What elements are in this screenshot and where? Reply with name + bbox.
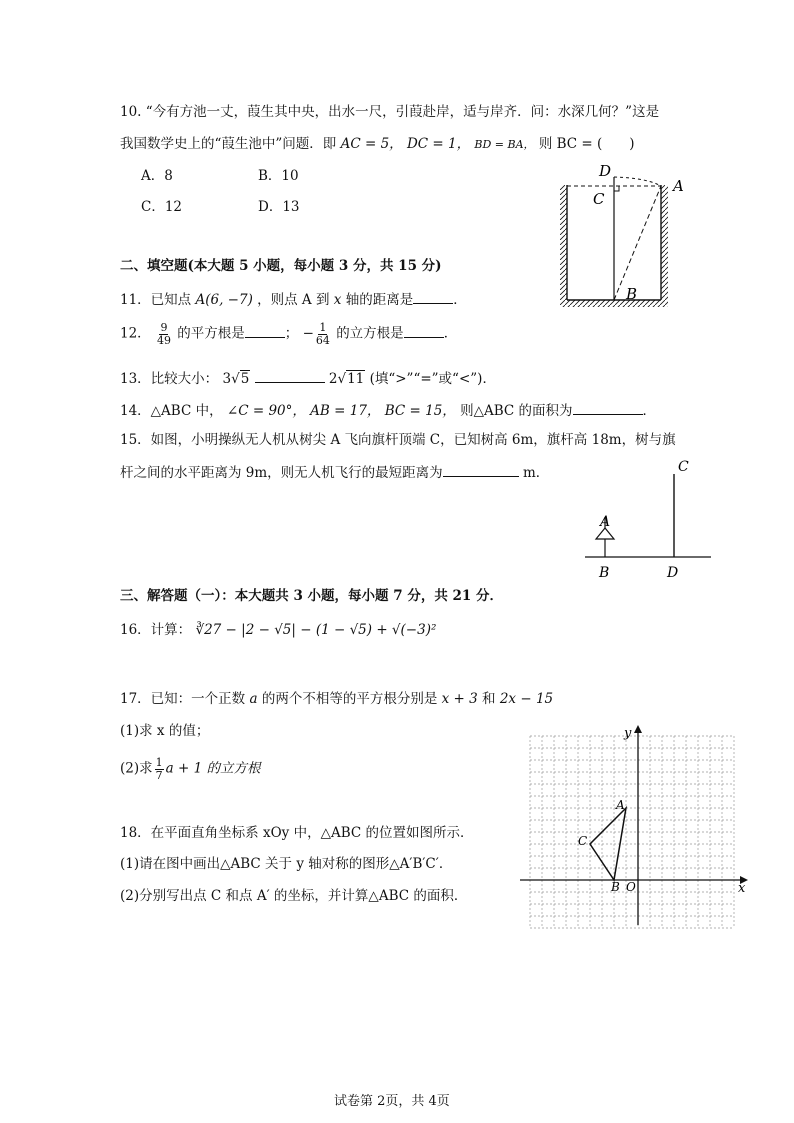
q17-mid: 的两个不相等的平方根分别是	[261, 691, 438, 707]
q17-p2-post: a + 1 的立方根	[165, 760, 261, 777]
q17-a: a	[249, 691, 258, 707]
q15-line1: 15．如图，小明操纵无人机从树尖 A 飞向旗杆顶端 C，已知树高 6m，旗杆高 18m，树与旗	[120, 432, 676, 448]
q18-label-b: B	[611, 880, 620, 894]
q10-fig-label-a: A	[673, 177, 684, 195]
q15-fig-label-d: D	[667, 565, 679, 581]
q12-mid2: 的立方根是	[336, 325, 404, 342]
q17-fraction-1-7	[155, 757, 164, 781]
q10-dc: DC = 1，	[406, 136, 471, 152]
q14	[120, 401, 656, 419]
q12	[120, 322, 457, 346]
q10-option-b: B．10	[258, 168, 299, 184]
q13-right-coef: 2	[328, 370, 338, 387]
q13-pre: 13．比较大小：	[120, 370, 219, 387]
q11-x: x	[333, 291, 342, 308]
grid-lines	[530, 736, 734, 928]
q12-blank-1[interactable]	[245, 324, 285, 338]
q12-f1-den: 49	[156, 333, 171, 347]
section3-title: 三、解答题（一）：本大题共 3 小题，每小题 7 分，共 21 分．	[120, 588, 504, 604]
q11-mid: ，则点 A 到	[257, 291, 330, 308]
q13-right: 2√11	[328, 370, 365, 387]
q10-ac: AC = 5，	[340, 136, 403, 152]
q10-pond-figure	[555, 160, 685, 312]
q17-root1: x + 3	[441, 691, 478, 707]
q10-line2-text: 我国数学史上的“葭生池中”问题．即	[120, 136, 337, 152]
q14-answer-blank[interactable]	[573, 401, 643, 415]
q11-end: ．	[453, 291, 467, 308]
q17-p2-den: 7	[155, 768, 163, 782]
q13-right-rad: 11	[347, 370, 365, 387]
q18-part1: (1)请在图中画出△ABC 关于 y 轴对称的图形△A′B′C′．	[120, 856, 453, 872]
q11-point: A(6, −7)	[195, 291, 253, 308]
q14-pre: 14．△ABC 中，	[120, 402, 223, 419]
q14-bc: BC = 15，	[384, 402, 456, 419]
q12-fraction-1-64	[316, 322, 330, 346]
q17-part1: (1)求 x 的值；	[120, 723, 210, 739]
q17-root2: 2x − 15	[499, 691, 554, 707]
q10-end: 则 BC = ( )	[538, 136, 635, 152]
q15-fig-label-a: A	[600, 514, 611, 530]
q10-bd: BD = BA，	[474, 138, 535, 151]
q11-post: 轴的距离是	[345, 291, 414, 308]
q15-fig-label-b: B	[599, 565, 610, 581]
q11	[120, 290, 467, 308]
q10-option-a: A．8	[141, 168, 173, 184]
q11-answer-blank[interactable]	[413, 290, 453, 304]
q14-post: 则△ABC 的面积为	[460, 402, 573, 419]
section2-title: 二、填空题(本大题 5 小题，每小题 3 分，共 15 分)	[120, 258, 442, 274]
q10-line2	[120, 136, 635, 152]
q15-fig-label-c: C	[678, 459, 689, 475]
q18-label-c: C	[578, 834, 588, 848]
q12-f1-num: 9	[160, 321, 168, 334]
q10-fig-label-b: B	[626, 285, 638, 303]
q14-ab: AB = 17，	[310, 402, 381, 419]
q12-blank-2[interactable]	[404, 324, 444, 338]
q17-p2-pre: (2)求	[120, 760, 153, 777]
q18-label-a: A	[616, 798, 625, 812]
q12-num: 12．	[120, 325, 151, 342]
q18-label-x: x	[738, 881, 746, 896]
q12-fraction-9-49	[157, 322, 171, 346]
q14-end: ．	[642, 402, 657, 419]
q15-answer-blank[interactable]	[443, 463, 519, 477]
q12-f2-num: 1	[319, 321, 327, 334]
q18-coordinate-grid	[520, 725, 750, 930]
q17-pre: 17．已知：一个正数	[120, 691, 246, 707]
q14-c: ∠C = 90°，	[226, 402, 306, 419]
q13-post: (填“>”“=”或“<”)．	[369, 370, 496, 387]
q16-pre: 16．计算：	[120, 622, 192, 638]
q12-mid1: 的平方根是	[177, 325, 245, 342]
q15-line2-text: 杆之间的水平距离为 9m，则无人机飞行的最短距离为	[120, 464, 443, 481]
q13-answer-blank[interactable]	[255, 369, 325, 383]
q17-part2	[120, 757, 260, 781]
q13-left: 3√5	[222, 370, 250, 387]
q13	[120, 369, 496, 387]
q16-expression: ∛27 − |2 − √5| − (1 − √5) + √(−3)²	[195, 622, 437, 638]
q12-minus: −	[302, 325, 314, 342]
q10-fig-label-c: C	[593, 190, 605, 208]
q18-line1: 18．在平面直角坐标系 xOy 中，△ABC 的位置如图所示．	[120, 825, 474, 841]
q12-end: ．	[443, 325, 458, 342]
q18-label-o: O	[626, 880, 636, 894]
q13-left-coef: 3	[222, 370, 232, 387]
q13-left-rad: 5	[240, 370, 250, 387]
q12-sep: ；	[284, 325, 299, 342]
q15-unit: m．	[522, 464, 550, 481]
q10-option-d: D．13	[258, 199, 300, 215]
q10-option-c: C．12	[141, 199, 183, 215]
q17-line1	[120, 691, 553, 707]
q16	[120, 622, 436, 638]
footer-page-number: 试卷第 2页，共 4页	[334, 1094, 450, 1109]
q18-label-y: y	[624, 726, 632, 741]
q10-line1: 10. “今有方池一丈，葭生其中央，出水一尺，引葭赴岸，适与岸齐．问：水深几何？”这是	[120, 104, 660, 120]
q12-f2-den: 64	[315, 333, 330, 347]
q17-p2-num: 1	[155, 756, 163, 769]
q18-part2: (2)分别写出点 C 和点 A′ 的坐标，并计算△ABC 的面积．	[120, 888, 468, 904]
q11-pre: 11．已知点	[120, 291, 192, 308]
q10-fig-label-d: D	[599, 162, 612, 180]
q15-tree-flagpole-figure	[585, 458, 715, 580]
q17-and: 和	[482, 691, 496, 707]
q15-line2	[120, 463, 549, 481]
